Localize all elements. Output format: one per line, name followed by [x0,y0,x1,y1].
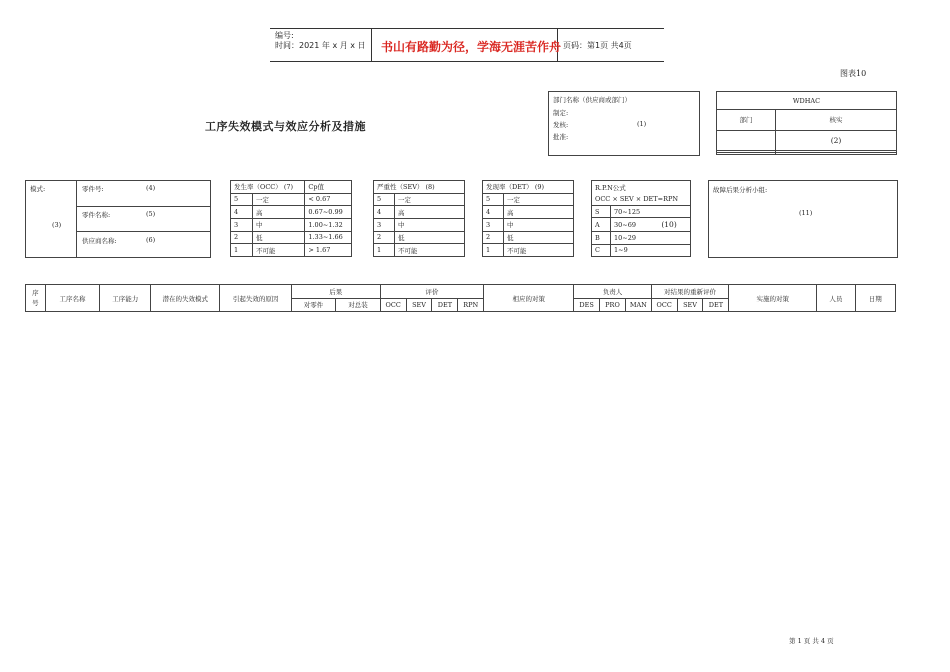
table-row: 4 高 [374,206,465,219]
col-date: 日期 [855,285,895,312]
col-seq: 序号 [26,285,46,312]
table-row: S 70~125 [592,205,691,217]
col-sev2: SEV [677,298,703,312]
occ-header: 发生率（OCC） (7) [231,181,305,194]
form-code: WDHAC [717,92,897,110]
team-ref: (11) [799,209,813,217]
sev-table [373,180,465,257]
doc-title: 工序失效模式与效应分析及措施 [205,120,366,133]
time-label: 时间：2021 年 x 月 x 日 [275,41,366,50]
col-countermeasure: 相应的对策 [484,285,574,312]
det-table [482,180,574,257]
issued-ref: (1) [637,120,647,128]
part-no-label: 零件号: [82,185,104,193]
cp-header: Cp值 [305,181,352,194]
col-sev: SEV [406,298,432,312]
table-row: 5 一定 < 0.67 [231,193,352,206]
part-name-label: 零件名称: [82,211,111,219]
mode-ref: (3) [52,221,62,229]
col-effect-assy: 对总装 [336,298,380,312]
table-row: B 10~29 [592,232,691,244]
dept-box [548,91,700,156]
table-row: 1 不可能 > 1.67 [231,244,352,257]
header-top-rule [270,28,664,29]
table-row: 5 一定 [374,193,465,206]
fmea-main-table [25,284,896,312]
col-effect-part: 对零件 [291,298,335,312]
table-row: 3 中 1.00~1.32 [231,218,352,231]
table-row: 4 高 0.67~0.99 [231,206,352,219]
header-bottom-rule [270,61,664,62]
col-des: DES [574,298,600,312]
col-man: MAN [625,298,651,312]
col-effect: 后果 [291,285,380,299]
team-label: 故障后果分析小组: [713,186,768,194]
supplier-ref: (6) [146,236,156,244]
figure-label: 图表10 [840,69,867,78]
mode-box [25,180,211,258]
form-code-table [716,91,897,155]
team-box [708,180,898,258]
col-re-eval: 对结果的重新评价 [651,285,729,299]
rpn-formula: OCC × SEV × DET=RPN [592,194,691,206]
motto: 书山有路勤为径，学海无涯苦作舟 [381,40,562,54]
page-info: 页码：第1页 共4页 [563,41,632,50]
header-divider-1 [371,28,372,61]
table-row: 1 不可能 [374,244,465,257]
form-col-check: 核实 [776,110,897,130]
table-row: 2 低 [483,231,574,244]
col-det2: DET [703,298,729,312]
col-proc-cap: 工序能力 [100,285,151,312]
col-person: 人员 [817,285,855,312]
col-proc-name: 工序名称 [45,285,100,312]
part-no-ref: (4) [146,184,156,192]
sev-header: 严重性（SEV） (8) [374,181,465,194]
table-row: A 30~69 (10) [592,218,691,232]
col-cause: 引起失效的原因 [220,285,291,312]
rpn-table [591,180,691,257]
col-owner: 负责人 [574,285,652,299]
table-row: C 1~9 [592,244,691,256]
col-occ2: OCC [651,298,677,312]
form-col-dept: 部门 [717,110,776,130]
det-header: 发现率（DET） (9) [483,181,574,194]
col-failure-mode: 潜在的失效模式 [151,285,220,312]
table-row: 3 中 [483,218,574,231]
occ-table [230,180,352,257]
table-row: 3 中 [374,218,465,231]
col-actions: 实施的对策 [729,285,817,312]
table-row: 1 不可能 [483,244,574,257]
table-row: 2 低 1.33~1.66 [231,231,352,244]
rpn-header: R.P.N公式 [592,181,691,194]
part-name-ref: (5) [146,210,156,218]
col-rpn: RPN [458,298,484,312]
dept-name: 部门名称（供应商或部门） [553,96,631,104]
mode-label: 模式: [30,185,46,193]
table-row: 4 高 [483,206,574,219]
issued-label: 发核: [553,121,569,129]
col-det: DET [432,298,458,312]
page-footer: 第 1 页 共 4 页 [789,637,834,645]
table-row: 5 一定 [483,193,574,206]
table-row: 2 低 [374,231,465,244]
col-eval: 评价 [380,285,483,299]
col-pro: PRO [600,298,626,312]
prepared-label: 制定: [553,109,569,117]
approved-label: 批准: [553,133,569,141]
col-occ: OCC [380,298,406,312]
supplier-label: 供应商名称: [82,237,117,245]
number-label: 编号: [275,31,294,40]
form-ref: (2) [776,130,897,150]
